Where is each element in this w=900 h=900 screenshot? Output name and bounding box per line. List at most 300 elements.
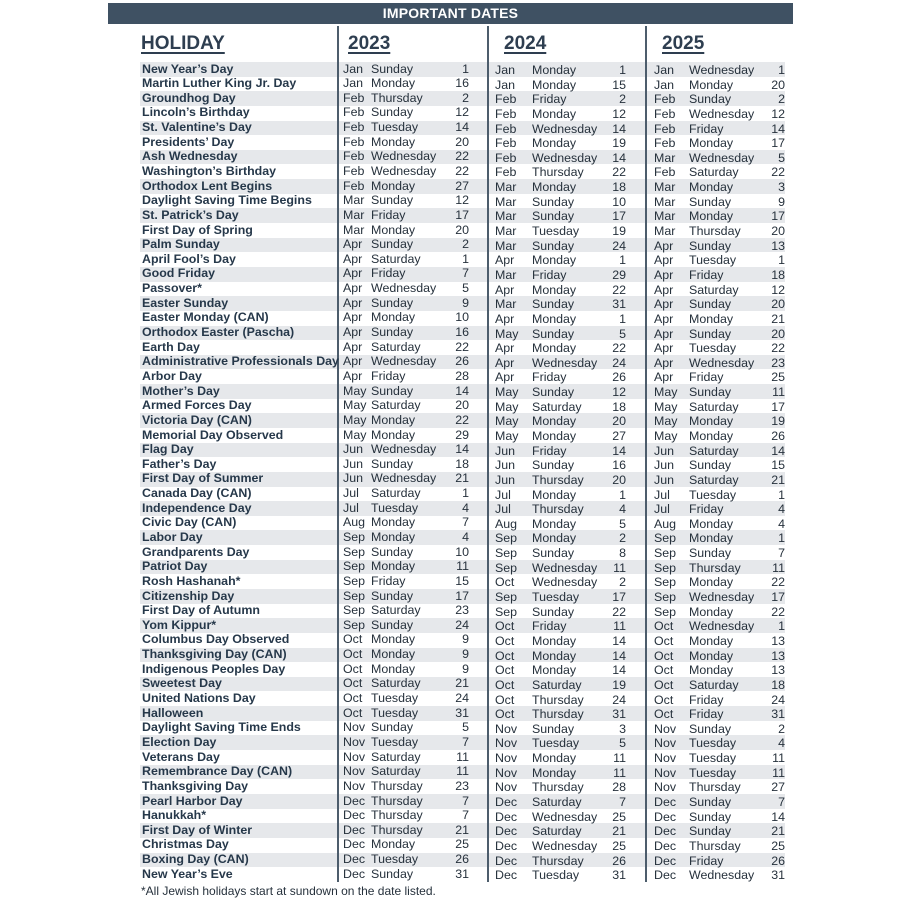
- holiday-name: United Nations Day: [142, 691, 256, 706]
- y2023-weekday-cell: Monday: [371, 427, 416, 442]
- year-2023-header: 2023: [348, 33, 391, 54]
- y2024-weekday-cell: Thursday: [532, 853, 584, 868]
- y2025-date-cell: 9: [778, 194, 785, 209]
- holiday-name: Indigenous Peoples Day: [142, 661, 286, 676]
- y2024-date-cell: 17: [612, 590, 626, 605]
- y2024-month-cell: Sep: [495, 590, 518, 605]
- y2023-weekday-cell: Tuesday: [371, 705, 419, 720]
- y2025-weekday-cell: Wednesday: [689, 106, 755, 121]
- y2025-month-cell: Oct: [654, 663, 674, 678]
- y2023-date-cell: 5: [462, 720, 469, 735]
- y2023-weekday-cell: Monday: [371, 837, 416, 852]
- y2025-date-cell: 11: [772, 751, 785, 766]
- y2024-month-cell: Sep: [495, 604, 518, 619]
- holiday-name: First Day of Autumn: [142, 603, 260, 618]
- y2023-month-cell: Jul: [343, 500, 359, 515]
- y2025-date-cell: 15: [771, 458, 785, 473]
- y2023-month-cell: Apr: [343, 368, 363, 383]
- y2024-month-cell: Mar: [495, 224, 517, 239]
- holiday-name: Easter Sunday: [142, 295, 229, 310]
- y2025-date-cell: 17: [771, 590, 785, 605]
- y2024-date-cell: 14: [612, 633, 626, 648]
- y2023-month-cell: Jul: [343, 486, 359, 501]
- y2025-weekday-cell: Tuesday: [689, 736, 737, 751]
- y2024-weekday-cell: Sunday: [532, 238, 575, 253]
- y2024-weekday-cell: Friday: [532, 370, 567, 385]
- holiday-name: Memorial Day Observed: [142, 427, 284, 442]
- y2023-weekday-cell: Sunday: [371, 720, 414, 735]
- y2023-date-cell: 25: [455, 837, 469, 852]
- y2024-month-cell: Oct: [495, 663, 515, 678]
- holiday-name: First Day of Summer: [142, 471, 264, 486]
- y2025-date-cell: 22: [771, 341, 785, 356]
- y2023-weekday-cell: Sunday: [371, 325, 414, 340]
- y2023-weekday-cell: Saturday: [371, 749, 421, 764]
- y2025-date-cell: 31: [771, 707, 785, 722]
- y2024-month-cell: Mar: [495, 180, 517, 195]
- y2025-weekday-cell: Monday: [689, 414, 734, 429]
- holiday-name: Thanksgiving Day (CAN): [142, 647, 287, 662]
- y2024-weekday-cell: Monday: [532, 648, 577, 663]
- holiday-name: Labor Day: [142, 529, 203, 544]
- y2024-date-cell: 18: [612, 180, 626, 195]
- y2025-month-cell: Mar: [654, 209, 676, 224]
- y2025-weekday-cell: Monday: [689, 633, 734, 648]
- y2025-month-cell: Jan: [654, 77, 674, 92]
- y2024-date-cell: 11: [613, 560, 626, 575]
- y2023-date-cell: 10: [455, 544, 469, 559]
- y2024-date-cell: 1: [619, 63, 626, 77]
- y2023-date-cell: 22: [455, 163, 469, 178]
- y2025-month-cell: Nov: [654, 765, 677, 780]
- y2025-month-cell: Apr: [654, 267, 674, 282]
- y2025-month-cell: Mar: [654, 150, 676, 165]
- y2025-weekday-cell: Monday: [689, 180, 734, 195]
- y2024-date-cell: 19: [612, 677, 626, 692]
- y2024-weekday-cell: Wednesday: [532, 838, 598, 853]
- y2025-month-cell: Jun: [654, 472, 674, 487]
- y2023-date-cell: 2: [462, 237, 469, 252]
- y2023-date-cell: 23: [455, 603, 469, 618]
- y2025-month-cell: Nov: [654, 721, 677, 736]
- y2025-weekday-cell: Monday: [689, 429, 734, 443]
- holiday-name: Independence Day: [142, 500, 252, 515]
- y2024-month-cell: Apr: [495, 311, 515, 326]
- divider-2023: [337, 26, 339, 882]
- y2023-weekday-cell: Monday: [371, 178, 416, 193]
- y2023-date-cell: 12: [455, 105, 469, 120]
- y2025-weekday-cell: Sunday: [689, 385, 732, 400]
- y2025-month-cell: Dec: [654, 853, 677, 868]
- y2025-date-cell: 25: [771, 838, 785, 853]
- y2024-date-cell: 25: [612, 809, 626, 824]
- holiday-name: St. Patrick’s Day: [142, 207, 239, 222]
- y2025-month-cell: Apr: [654, 326, 674, 341]
- y2024-month-cell: Feb: [495, 106, 517, 121]
- y2023-weekday-cell: Thursday: [371, 90, 423, 105]
- y2023-date-cell: 9: [462, 632, 469, 647]
- y2023-month-cell: Dec: [343, 808, 366, 823]
- y2024-weekday-cell: Monday: [532, 429, 577, 443]
- y2023-date-cell: 10: [455, 310, 469, 325]
- y2025-date-cell: 4: [778, 736, 785, 751]
- y2025-month-cell: Sep: [654, 604, 677, 619]
- y2024-date-cell: 31: [612, 707, 626, 722]
- y2023-weekday-cell: Friday: [371, 368, 406, 383]
- holiday-name: Thanksgiving Day: [142, 778, 249, 793]
- y2023-date-cell: 22: [455, 412, 469, 427]
- holiday-name: Arbor Day: [142, 368, 202, 383]
- y2024-date-cell: 24: [612, 355, 626, 370]
- y2025-weekday-cell: Sunday: [689, 809, 732, 824]
- y2023-date-cell: 20: [455, 398, 469, 413]
- y2024-month-cell: May: [495, 326, 519, 341]
- y2025-month-cell: Sep: [654, 575, 677, 590]
- y2023-weekday-cell: Sunday: [371, 193, 414, 208]
- y2025-weekday-cell: Monday: [689, 311, 734, 326]
- holiday-name: Administrative Professionals Day: [142, 354, 339, 369]
- y2024-month-cell: Oct: [495, 677, 515, 692]
- y2024-month-cell: May: [495, 429, 519, 443]
- y2024-date-cell: 11: [613, 765, 626, 780]
- holiday-name: Mother’s Day: [142, 383, 220, 398]
- y2024-date-cell: 5: [619, 516, 626, 531]
- y2025-date-cell: 22: [771, 165, 785, 180]
- y2025-date-cell: 21: [771, 824, 785, 839]
- y2024-weekday-cell: Sunday: [532, 297, 575, 312]
- holiday-name: Columbus Day Observed: [142, 632, 290, 647]
- y2024-date-cell: 24: [612, 692, 626, 707]
- y2025-weekday-cell: Tuesday: [689, 341, 737, 356]
- y2025-weekday-cell: Wednesday: [689, 150, 755, 165]
- y2024-date-cell: 16: [612, 458, 626, 473]
- y2025-month-cell: Feb: [654, 92, 676, 107]
- year-2025-header: 2025: [662, 33, 705, 54]
- y2024-weekday-cell: Sunday: [532, 326, 575, 341]
- y2024-weekday-cell: Monday: [532, 341, 577, 356]
- y2024-weekday-cell: Sunday: [532, 194, 575, 209]
- y2023-month-cell: May: [343, 412, 367, 427]
- y2024-date-cell: 26: [612, 853, 626, 868]
- y2025-date-cell: 13: [771, 633, 785, 648]
- y2025-date-cell: 13: [771, 648, 785, 663]
- holiday-name: Sweetest Day: [142, 676, 222, 691]
- y2023-date-cell: 4: [462, 529, 469, 544]
- y2025-month-cell: May: [654, 385, 678, 400]
- y2024-weekday-cell: Saturday: [532, 824, 582, 839]
- holiday-name: Orthodox Lent Begins: [142, 178, 273, 193]
- holiday-name: Passover*: [142, 281, 202, 296]
- y2023-month-cell: May: [343, 427, 367, 442]
- y2023-month-cell: Oct: [343, 647, 363, 662]
- y2023-weekday-cell: Tuesday: [371, 734, 419, 749]
- y2024-date-cell: 17: [612, 209, 626, 224]
- y2023-date-cell: 17: [455, 588, 469, 603]
- y2025-date-cell: 13: [771, 663, 785, 678]
- y2023-weekday-cell: Sunday: [371, 588, 414, 603]
- y2023-date-cell: 31: [455, 866, 469, 881]
- y2023-month-cell: May: [343, 383, 367, 398]
- y2024-month-cell: Nov: [495, 780, 518, 795]
- y2024-date-cell: 7: [619, 795, 626, 809]
- y2024-weekday-cell: Sunday: [532, 721, 575, 736]
- y2023-month-cell: Feb: [343, 163, 365, 178]
- y2023-date-cell: 24: [455, 691, 469, 706]
- y2025-date-cell: 11: [772, 560, 785, 575]
- y2025-weekday-cell: Saturday: [689, 165, 739, 180]
- y2025-month-cell: Sep: [654, 560, 677, 575]
- holiday-name: New Year’s Day: [142, 61, 234, 76]
- y2025-month-cell: Nov: [654, 736, 677, 751]
- y2023-date-cell: 23: [455, 778, 469, 793]
- holiday-name: Armed Forces Day: [142, 398, 252, 413]
- y2023-month-cell: May: [343, 398, 367, 413]
- y2023-weekday-cell: Wednesday: [371, 442, 437, 457]
- y2023-weekday-cell: Monday: [371, 515, 416, 530]
- y2023-date-cell: 18: [455, 456, 469, 471]
- y2024-month-cell: Mar: [495, 209, 517, 224]
- y2023-month-cell: Dec: [343, 852, 366, 867]
- y2023-month-cell: Apr: [343, 251, 363, 266]
- y2023-month-cell: Apr: [343, 266, 363, 281]
- y2024-month-cell: Jul: [495, 487, 511, 502]
- y2024-weekday-cell: Monday: [532, 136, 577, 151]
- y2024-month-cell: Mar: [495, 267, 517, 282]
- holiday-name: Flag Day: [142, 442, 194, 457]
- y2023-date-cell: 7: [462, 734, 469, 749]
- y2024-weekday-cell: Monday: [532, 311, 577, 326]
- y2024-weekday-cell: Tuesday: [532, 224, 580, 239]
- holiday-name: Remembrance Day (CAN): [142, 764, 293, 779]
- y2025-weekday-cell: Sunday: [689, 458, 732, 473]
- y2024-date-cell: 1: [619, 311, 626, 326]
- y2023-weekday-cell: Wednesday: [371, 163, 437, 178]
- y2024-date-cell: 14: [612, 663, 626, 678]
- y2024-weekday-cell: Monday: [532, 663, 577, 678]
- y2025-date-cell: 13: [771, 238, 785, 253]
- y2024-date-cell: 18: [612, 399, 626, 414]
- y2023-date-cell: 7: [462, 793, 469, 808]
- y2025-month-cell: Mar: [654, 194, 676, 209]
- y2025-weekday-cell: Tuesday: [689, 253, 737, 268]
- holiday-name: New Year’s Eve: [142, 866, 233, 881]
- y2023-weekday-cell: Tuesday: [371, 500, 419, 515]
- y2023-month-cell: Apr: [343, 325, 363, 340]
- y2024-date-cell: 14: [612, 648, 626, 663]
- y2025-date-cell: 31: [771, 868, 785, 883]
- y2023-month-cell: Aug: [343, 515, 366, 530]
- y2023-date-cell: 12: [455, 193, 469, 208]
- y2024-weekday-cell: Wednesday: [532, 121, 598, 136]
- y2025-date-cell: 19: [771, 414, 785, 429]
- y2025-date-cell: 14: [771, 443, 785, 458]
- y2023-date-cell: 21: [455, 676, 469, 691]
- y2024-weekday-cell: Sunday: [532, 458, 575, 473]
- y2025-date-cell: 1: [778, 487, 785, 502]
- y2023-weekday-cell: Monday: [371, 647, 416, 662]
- y2023-date-cell: 17: [455, 207, 469, 222]
- y2024-date-cell: 2: [619, 575, 626, 590]
- y2023-month-cell: Feb: [343, 149, 365, 164]
- y2024-date-cell: 14: [612, 443, 626, 458]
- y2025-weekday-cell: Saturday: [689, 443, 739, 458]
- y2025-date-cell: 3: [778, 180, 785, 195]
- y2025-weekday-cell: Tuesday: [689, 765, 737, 780]
- y2025-date-cell: 20: [771, 77, 785, 92]
- y2023-date-cell: 7: [462, 515, 469, 530]
- y2025-month-cell: Jan: [654, 63, 674, 77]
- y2024-month-cell: Dec: [495, 824, 518, 839]
- y2025-weekday-cell: Sunday: [689, 795, 732, 809]
- y2024-month-cell: Mar: [495, 297, 517, 312]
- y2024-month-cell: Sep: [495, 531, 518, 546]
- y2023-weekday-cell: Thursday: [371, 778, 423, 793]
- y2025-month-cell: Feb: [654, 121, 676, 136]
- y2024-weekday-cell: Tuesday: [532, 590, 580, 605]
- y2025-month-cell: Sep: [654, 531, 677, 546]
- y2023-date-cell: 11: [456, 559, 469, 574]
- y2024-weekday-cell: Tuesday: [532, 736, 580, 751]
- y2024-weekday-cell: Wednesday: [532, 809, 598, 824]
- y2023-date-cell: 24: [455, 617, 469, 632]
- y2024-weekday-cell: Thursday: [532, 502, 584, 517]
- footnote: *All Jewish holidays start at sundown on the date listed.: [141, 884, 436, 898]
- y2024-month-cell: Nov: [495, 751, 518, 766]
- y2025-weekday-cell: Wednesday: [689, 63, 755, 77]
- y2025-weekday-cell: Wednesday: [689, 590, 755, 605]
- y2023-date-cell: 2: [462, 90, 469, 105]
- y2024-date-cell: 15: [612, 77, 626, 92]
- y2025-month-cell: Dec: [654, 809, 677, 824]
- y2024-date-cell: 8: [619, 546, 626, 561]
- y2024-date-cell: 14: [612, 121, 626, 136]
- holiday-name: St. Valentine’s Day: [142, 120, 252, 135]
- y2025-date-cell: 24: [771, 692, 785, 707]
- y2024-date-cell: 31: [612, 297, 626, 312]
- y2025-month-cell: Oct: [654, 707, 674, 722]
- y2024-month-cell: Aug: [495, 516, 518, 531]
- y2025-date-cell: 4: [778, 502, 785, 517]
- y2024-date-cell: 5: [619, 326, 626, 341]
- y2023-weekday-cell: Wednesday: [371, 149, 437, 164]
- y2025-date-cell: 23: [771, 355, 785, 370]
- y2024-weekday-cell: Saturday: [532, 399, 582, 414]
- y2024-weekday-cell: Thursday: [532, 472, 584, 487]
- holiday-name: Good Friday: [142, 266, 215, 281]
- y2024-weekday-cell: Monday: [532, 487, 577, 502]
- y2024-weekday-cell: Wednesday: [532, 560, 598, 575]
- holiday-name: Daylight Saving Time Ends: [142, 720, 301, 735]
- y2025-weekday-cell: Friday: [689, 502, 724, 517]
- y2023-weekday-cell: Wednesday: [371, 471, 437, 486]
- y2023-weekday-cell: Saturday: [371, 603, 421, 618]
- holiday-name: Victoria Day (CAN): [142, 412, 252, 427]
- y2025-date-cell: 22: [771, 575, 785, 590]
- y2023-weekday-cell: Monday: [371, 134, 416, 149]
- y2024-weekday-cell: Thursday: [532, 692, 584, 707]
- y2024-weekday-cell: Monday: [532, 63, 577, 77]
- y2023-weekday-cell: Thursday: [371, 808, 423, 823]
- y2025-weekday-cell: Saturday: [689, 677, 739, 692]
- y2023-date-cell: 29: [455, 427, 469, 442]
- y2023-month-cell: Sep: [343, 617, 366, 632]
- y2024-weekday-cell: Sunday: [532, 546, 575, 561]
- y2025-month-cell: Mar: [654, 180, 676, 195]
- y2024-date-cell: 10: [612, 194, 626, 209]
- y2025-weekday-cell: Wednesday: [689, 619, 755, 634]
- y2024-month-cell: Mar: [495, 194, 517, 209]
- holiday-name: Martin Luther King Jr. Day: [142, 76, 297, 91]
- holiday-name: Boxing Day (CAN): [142, 852, 249, 867]
- y2023-date-cell: 7: [462, 266, 469, 281]
- y2024-month-cell: Oct: [495, 633, 515, 648]
- y2025-weekday-cell: Sunday: [689, 546, 732, 561]
- y2024-date-cell: 27: [612, 429, 626, 443]
- y2025-date-cell: 27: [771, 780, 785, 795]
- y2025-month-cell: Apr: [654, 311, 674, 326]
- y2025-month-cell: Apr: [654, 341, 674, 356]
- y2024-date-cell: 19: [612, 224, 626, 239]
- y2023-date-cell: 14: [455, 383, 469, 398]
- y2025-date-cell: 17: [771, 399, 785, 414]
- y2024-weekday-cell: Monday: [532, 180, 577, 195]
- y2023-month-cell: Oct: [343, 632, 363, 647]
- y2024-month-cell: Feb: [495, 92, 517, 107]
- y2023-month-cell: Feb: [343, 134, 365, 149]
- y2023-weekday-cell: Monday: [371, 222, 416, 237]
- y2025-weekday-cell: Friday: [689, 121, 724, 136]
- y2024-month-cell: Jan: [495, 77, 515, 92]
- y2024-date-cell: 28: [612, 780, 626, 795]
- holiday-name: Palm Sunday: [142, 237, 220, 252]
- y2023-date-cell: 28: [455, 368, 469, 383]
- y2023-month-cell: Apr: [343, 281, 363, 296]
- y2023-date-cell: 9: [462, 295, 469, 310]
- year-2024-header: 2024: [504, 33, 547, 54]
- y2023-weekday-cell: Saturday: [371, 486, 421, 501]
- y2024-weekday-cell: Monday: [532, 531, 577, 546]
- holiday-column-header: HOLIDAY: [141, 33, 225, 54]
- y2023-month-cell: Sep: [343, 603, 366, 618]
- y2023-date-cell: 7: [462, 808, 469, 823]
- holiday-name: Earth Day: [142, 339, 200, 354]
- important-dates-banner: IMPORTANT DATES: [108, 3, 793, 24]
- y2025-weekday-cell: Friday: [689, 370, 724, 385]
- y2025-date-cell: 2: [778, 92, 785, 107]
- y2024-date-cell: 25: [612, 838, 626, 853]
- y2024-weekday-cell: Friday: [532, 619, 567, 634]
- y2023-month-cell: Jun: [343, 456, 363, 471]
- holiday-name: Washington’s Birthday: [142, 163, 277, 178]
- y2025-date-cell: 17: [771, 209, 785, 224]
- y2023-weekday-cell: Sunday: [371, 383, 414, 398]
- holiday-name: Ash Wednesday: [142, 149, 238, 164]
- y2024-month-cell: Apr: [495, 355, 515, 370]
- holiday-name: Easter Monday (CAN): [142, 310, 269, 325]
- y2025-weekday-cell: Thursday: [689, 560, 741, 575]
- y2024-date-cell: 19: [612, 136, 626, 151]
- y2024-weekday-cell: Thursday: [532, 165, 584, 180]
- y2025-date-cell: 14: [771, 809, 785, 824]
- y2024-weekday-cell: Friday: [532, 267, 567, 282]
- y2023-weekday-cell: Sunday: [371, 61, 414, 76]
- y2025-weekday-cell: Wednesday: [689, 355, 755, 370]
- y2025-weekday-cell: Sunday: [689, 824, 732, 839]
- y2024-month-cell: May: [495, 385, 519, 400]
- y2023-date-cell: 9: [462, 647, 469, 662]
- y2024-month-cell: Dec: [495, 809, 518, 824]
- y2023-month-cell: Feb: [343, 178, 365, 193]
